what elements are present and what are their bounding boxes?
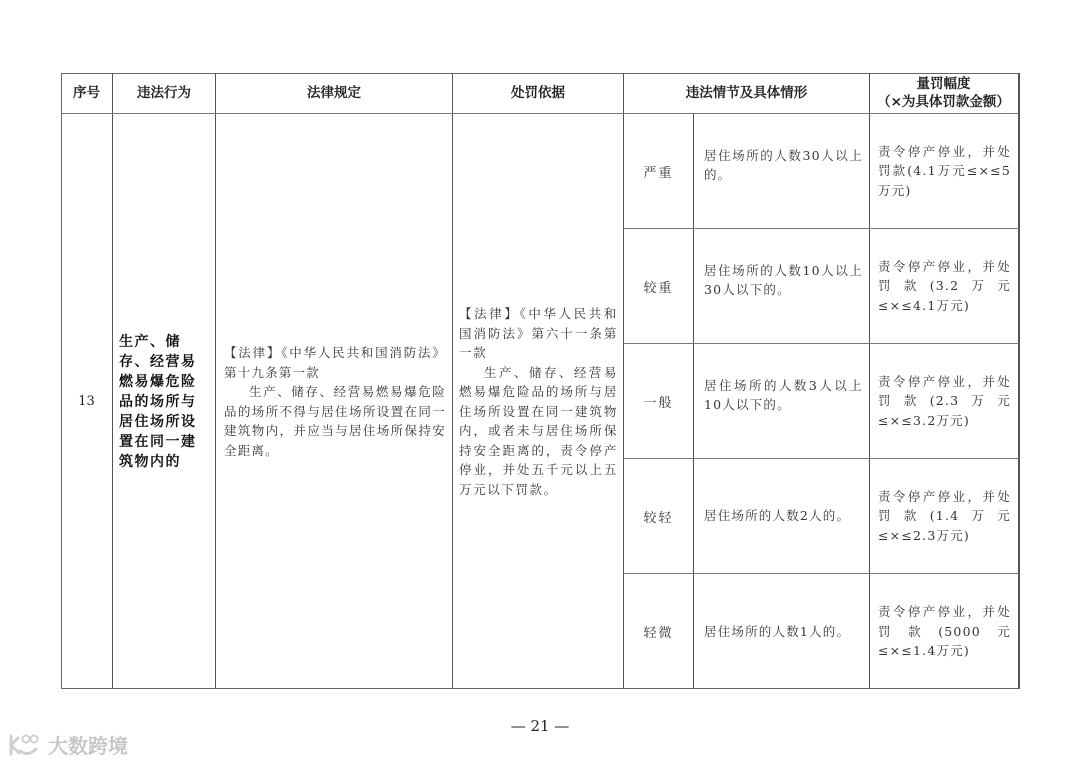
penalty-slight: 责令停产停业，并处罚款(5000元≤×≤1.4万元): [878, 604, 1011, 659]
penalty-serious-cell: [870, 229, 1017, 343]
basis-body: 生产、储存、经营易燃易爆危险品的场所与居住场所设置在同一建筑物内，或者未与居住场所保持安全距离的，责令停产停业，并处五千元以上五万元以下罚款。: [459, 364, 618, 497]
level-minor: 较轻: [643, 510, 674, 526]
header-penalty-range: [870, 73, 1017, 113]
situation-slight: 居住场所的人数1人的。: [704, 623, 851, 639]
penalty-severe: 责令停产停业，并处罚款(4.1万元≤×≤5万元): [878, 143, 1011, 198]
penalty-minor: 责令停产停业，并处罚款(1.4万元≤×≤2.3万元): [878, 488, 1011, 543]
row-behavior: 生产、储存、经营易燃易爆危险品的场所与居住场所设置在同一建筑物内的: [119, 333, 197, 470]
watermark: [8, 730, 128, 759]
situation-severe: 居住场所的人数30人以上的。: [704, 147, 863, 182]
basis-title: 【法律】《中华人民共和国消防法》第六十一条第一款: [459, 306, 618, 360]
situation-severe-cell: [694, 114, 869, 228]
row-behavior-cell: [113, 114, 215, 689]
penalty-severe-cell: [870, 114, 1017, 228]
penalty-general-cell: [870, 344, 1017, 458]
header-range-title: 量罚幅度: [916, 76, 971, 92]
header-circumstance: 违法情节及具体情形: [685, 85, 808, 101]
header-basis: 处罚依据: [511, 85, 565, 101]
page-number: — 21 —: [510, 717, 570, 735]
header-range-note: （×为具体罚款金额）: [877, 94, 1010, 110]
watermark-logo-icon: [8, 733, 42, 757]
situation-slight-cell: [694, 574, 869, 689]
row-seq: 13: [78, 394, 95, 409]
header-behavior: 违法行为: [137, 85, 191, 101]
level-slight: 轻微: [643, 626, 674, 641]
level-severe: 严重: [643, 165, 674, 181]
row-law-cell: [216, 114, 452, 689]
situation-serious: 居住场所的人数10人以上30人以下的。: [704, 262, 863, 297]
situation-serious-cell: [694, 229, 869, 343]
level-general: 一般: [643, 395, 674, 411]
situation-minor-cell: [694, 459, 869, 573]
penalty-slight-cell: [870, 574, 1017, 689]
situation-general-cell: [694, 344, 869, 458]
watermark-text: 大数跨境: [48, 734, 128, 758]
penalty-general: 责令停产停业，并处罚款(2.3万元≤×≤3.2万元): [878, 373, 1011, 428]
law-title: 【法律】《中华人民共和国消防法》第十九条第一款: [224, 345, 446, 380]
header-law: 法律规定: [307, 85, 361, 101]
penalty-minor-cell: [870, 459, 1017, 573]
penalty-serious: 责令停产停业，并处罚款(3.2万元≤×≤4.1万元): [878, 258, 1011, 313]
situation-minor: 居住场所的人数2人的。: [704, 508, 851, 524]
law-body: 生产、储存、经营易燃易爆危险品的场所不得与居住场所设置在同一建筑物内，并应当与居住场所保持安全距离。: [224, 384, 446, 458]
penalty-table: [61, 73, 1019, 689]
header-seq: 序号: [73, 85, 100, 101]
level-serious: 较重: [643, 280, 674, 296]
situation-general: 居住场所的人数3人以上10人以下的。: [704, 377, 863, 412]
row-basis-cell: [453, 114, 623, 689]
